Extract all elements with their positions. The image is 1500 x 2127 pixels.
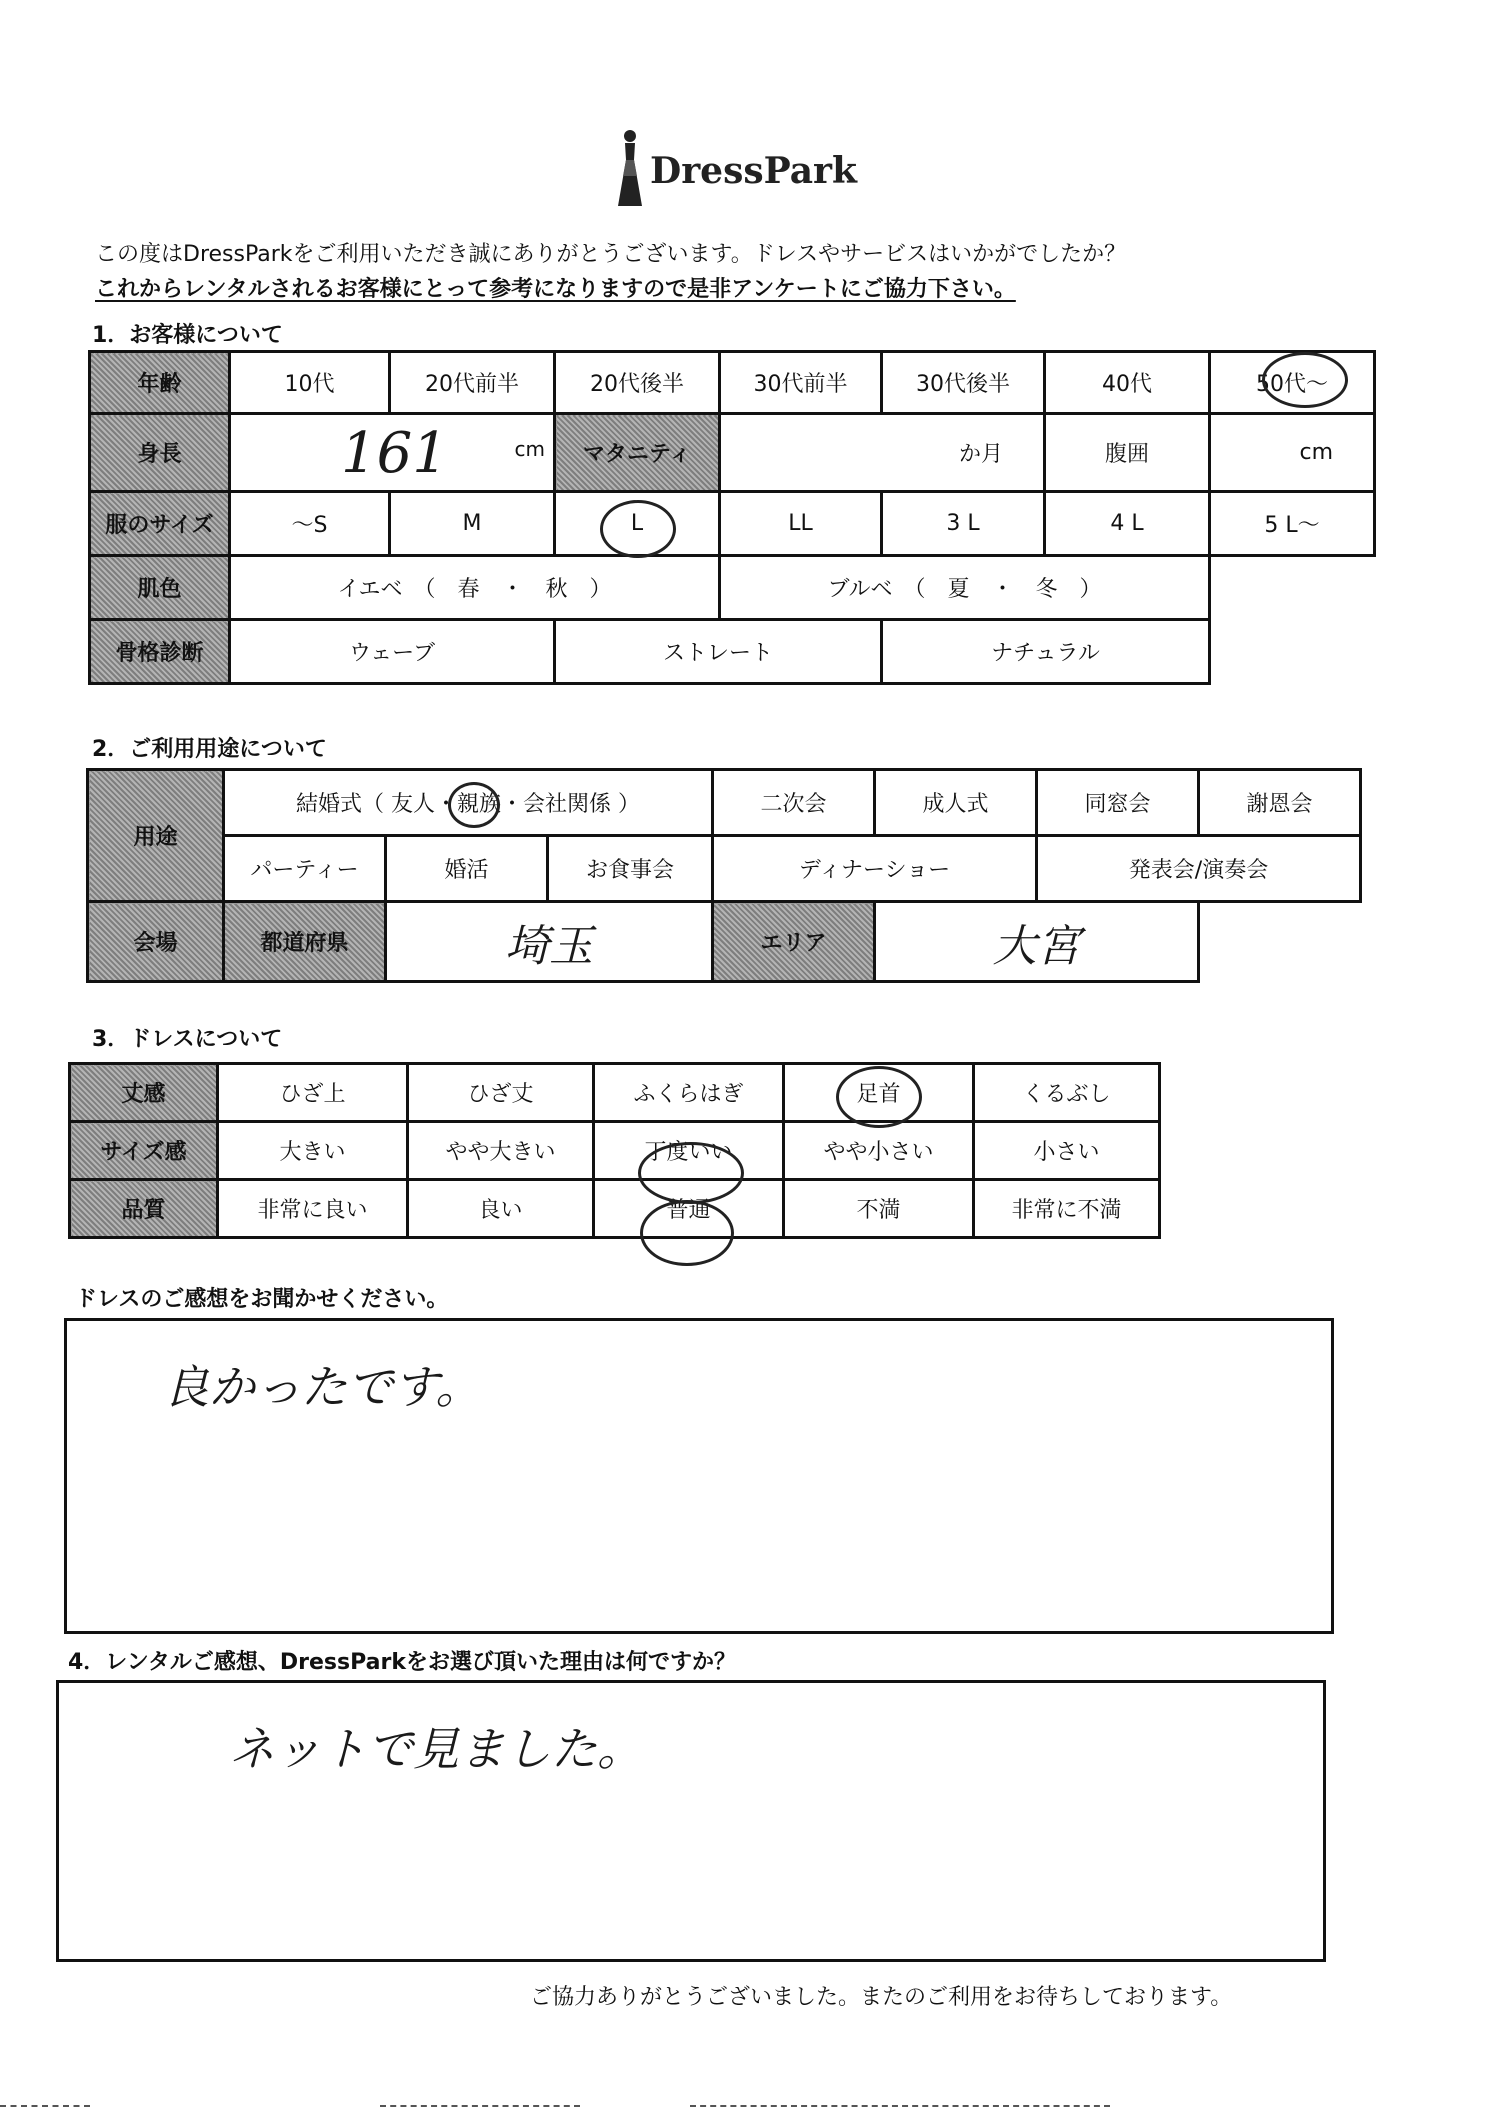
- fit-label: サイズ感: [70, 1122, 218, 1180]
- age-label: 年齢: [90, 352, 230, 414]
- usage-option[interactable]: 発表会/演奏会: [1037, 836, 1361, 902]
- skin-option[interactable]: ブルベ （ 夏 ・ 冬 ）: [720, 556, 1210, 620]
- length-option-selected[interactable]: 足首: [784, 1064, 974, 1122]
- size-option-selected[interactable]: L: [555, 492, 720, 556]
- waist-label: 腹囲: [1045, 414, 1210, 492]
- usage-label: 用途: [88, 770, 224, 902]
- quality-label: 品質: [70, 1180, 218, 1238]
- area-label: エリア: [713, 902, 875, 982]
- usage-option[interactable]: 婚活: [386, 836, 548, 902]
- brand-logo: [612, 128, 857, 218]
- maternity-unit: か月: [958, 442, 1003, 467]
- size-label: 服のサイズ: [90, 492, 230, 556]
- prefecture-label: 都道府県: [224, 902, 386, 982]
- height-label: 身長: [90, 414, 230, 492]
- quality-option[interactable]: 不満: [784, 1180, 974, 1238]
- fit-option[interactable]: やや小さい: [784, 1122, 974, 1180]
- length-option[interactable]: くるぶし: [974, 1064, 1160, 1122]
- frame-label: 骨格診断: [90, 620, 230, 684]
- usage-option[interactable]: 成人式: [875, 770, 1037, 836]
- size-option[interactable]: 5 L〜: [1210, 492, 1375, 556]
- size-option[interactable]: 3 L: [882, 492, 1045, 556]
- length-option[interactable]: ふくらはぎ: [594, 1064, 784, 1122]
- usage-option[interactable]: お食事会: [548, 836, 713, 902]
- waist-unit: cm: [1299, 440, 1333, 465]
- maternity-label: マタニティ: [555, 414, 720, 492]
- fit-option-selected[interactable]: 丁度いい: [594, 1122, 784, 1180]
- spacer: [1210, 620, 1375, 684]
- dress-silhouette-icon: [612, 128, 648, 214]
- skin-option[interactable]: イエベ （ 春 ・ 秋 ）: [230, 556, 720, 620]
- length-option[interactable]: ひざ丈: [408, 1064, 594, 1122]
- height-value: 161: [341, 421, 448, 486]
- quality-option[interactable]: 良い: [408, 1180, 594, 1238]
- length-option[interactable]: ひざ上: [218, 1064, 408, 1122]
- maternity-field[interactable]: [720, 414, 1045, 492]
- fit-option[interactable]: 小さい: [974, 1122, 1160, 1180]
- quality-option-selected[interactable]: 普通: [594, 1180, 784, 1238]
- prefecture-value: 埼玉: [505, 920, 593, 972]
- venue-label: 会場: [88, 902, 224, 982]
- age-option[interactable]: 30代後半: [882, 352, 1045, 414]
- area-field[interactable]: [875, 902, 1199, 982]
- size-option[interactable]: M: [390, 492, 555, 556]
- age-option-selected[interactable]: 50代〜: [1210, 352, 1375, 414]
- age-option[interactable]: 20代前半: [390, 352, 555, 414]
- frame-option[interactable]: ナチュラル: [882, 620, 1210, 684]
- frame-option[interactable]: ストレート: [555, 620, 882, 684]
- thanks-message: ご協力ありがとうございました。またのご利用をお待ちしております。: [530, 1985, 1233, 2010]
- length-label: 丈感: [70, 1064, 218, 1122]
- frame-option[interactable]: ウェーブ: [230, 620, 555, 684]
- waist-field[interactable]: [1210, 414, 1375, 492]
- quality-option[interactable]: 非常に良い: [218, 1180, 408, 1238]
- dress-comment-value: 良かったです。: [163, 1360, 482, 1414]
- scan-edge-mark: [690, 2105, 1110, 2107]
- usage-option[interactable]: ディナーショー: [713, 836, 1037, 902]
- reason-value: ネットで見ました。: [229, 1722, 643, 1776]
- brand-name: DressPark: [650, 150, 857, 192]
- usage-option[interactable]: 謝恩会: [1199, 770, 1361, 836]
- dress-table: [68, 1062, 1161, 1239]
- intro-request: これからレンタルされるお客様にとって参考になりますので是非アンケートにご協力下さい。: [95, 277, 1016, 302]
- reason-box[interactable]: [56, 1680, 1326, 1962]
- usage-option[interactable]: パーティー: [224, 836, 386, 902]
- section2-title: 2．ご利用用途について: [92, 737, 327, 762]
- height-unit: cm: [514, 437, 545, 461]
- scan-edge-mark: [380, 2105, 580, 2107]
- customer-info-table: [88, 350, 1376, 685]
- section3-title: 3．ドレスについて: [92, 1027, 283, 1052]
- usage-option[interactable]: 二次会: [713, 770, 875, 836]
- age-option[interactable]: 20代後半: [555, 352, 720, 414]
- usage-option-wedding[interactable]: 結婚式（ 友人・親族・会社関係 ）: [224, 770, 713, 836]
- fit-option[interactable]: やや大きい: [408, 1122, 594, 1180]
- skin-label: 肌色: [90, 556, 230, 620]
- usage-table: [86, 768, 1362, 983]
- size-option[interactable]: LL: [720, 492, 882, 556]
- dress-comment-label: ドレスのご感想をお聞かせください。: [75, 1287, 449, 1312]
- height-field[interactable]: [230, 414, 555, 492]
- usage-option[interactable]: 同窓会: [1037, 770, 1199, 836]
- scan-edge-mark: [0, 2105, 90, 2107]
- size-option[interactable]: 〜S: [230, 492, 390, 556]
- spacer: [1210, 556, 1375, 620]
- prefecture-field[interactable]: [386, 902, 713, 982]
- section1-title: 1．お客様について: [92, 323, 283, 348]
- area-value: 大宮: [992, 920, 1081, 972]
- spacer: [1199, 902, 1361, 982]
- size-option[interactable]: 4 L: [1045, 492, 1210, 556]
- dress-comment-box[interactable]: [64, 1318, 1334, 1634]
- fit-option[interactable]: 大きい: [218, 1122, 408, 1180]
- age-option[interactable]: 10代: [230, 352, 390, 414]
- age-option[interactable]: 30代前半: [720, 352, 882, 414]
- quality-option[interactable]: 非常に不満: [974, 1180, 1160, 1238]
- intro-text: この度はDressParkをご利用いただき誠にありがとうございます。ドレスやサービスはいかがでしたか？: [95, 242, 1127, 267]
- age-option[interactable]: 40代: [1045, 352, 1210, 414]
- section4-title: 4．レンタルご感想、DressParkをお選び頂いた理由は何ですか？: [68, 1650, 736, 1675]
